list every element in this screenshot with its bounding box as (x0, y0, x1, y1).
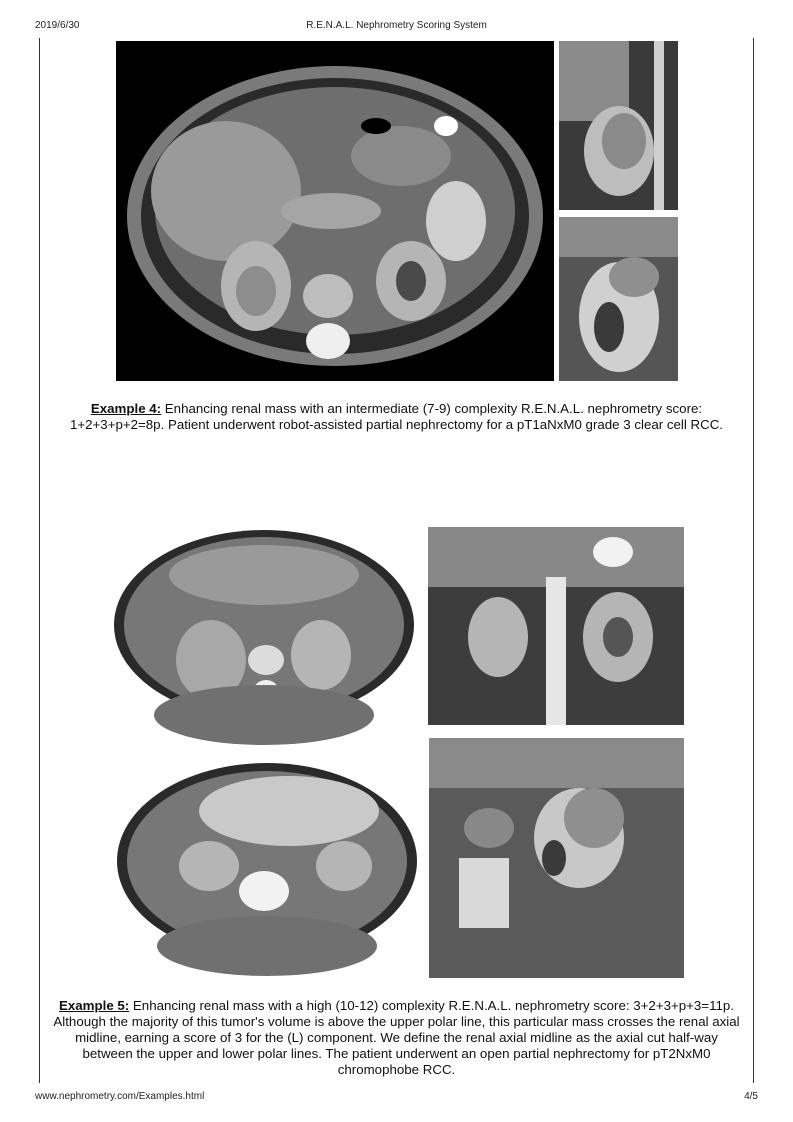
print-date: 2019/6/30 (35, 20, 80, 31)
ct-coronal-image-example5-bottom (429, 738, 684, 978)
ct-axial-image-example5-top (111, 530, 417, 748)
page-url: www.nephrometry.com/Examples.html (35, 1091, 205, 1102)
ct-coronal-image-example4-top (559, 41, 678, 210)
caption-label-example4: Example 4: (90, 401, 162, 416)
ct-axial-image-example5-bottom (114, 761, 420, 979)
caption-example4 (50, 401, 743, 433)
ct-coronal-image-example5-top (428, 527, 684, 725)
ct-coronal-image-example4-bottom (559, 217, 678, 381)
caption-text-example5: Enhancing renal mass with a high (10-12) complexity R.E.N.A.L. nephrometry score: 3+2+3+p+3=11p. Although the majority of this tumor's volume is above the upper polar line, this particular mass crosses the renal axial midline, earning a score of 3 for the (L) component. We define the renal axial midline as the axial cut half-way between the upper and lower polar lines. The patient underwent an open partial nephrectomy for pT2NxM0 chromophobe RCC. (53, 998, 740, 1077)
ct-axial-image-example4 (116, 41, 554, 381)
left-border-line (39, 38, 40, 1083)
right-border-line (753, 38, 754, 1083)
caption-example5 (50, 998, 743, 1078)
page-number: 4/5 (744, 1091, 758, 1102)
page-header-title: R.E.N.A.L. Nephrometry Scoring System (306, 20, 487, 31)
caption-text-example4: Enhancing renal mass with an intermediate (7-9) complexity R.E.N.A.L. nephrometry score: 1+2+3+p+2=8p. Patient underwent robot-assisted partial nephrectomy for a pT1aNxM0 grade 3 clear cell RCC. (69, 401, 724, 432)
caption-label-example5: Example 5: (59, 998, 130, 1013)
